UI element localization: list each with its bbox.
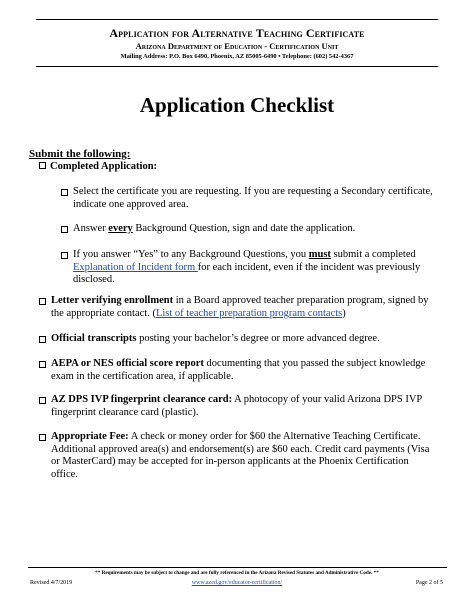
checkbox-icon[interactable] <box>39 336 46 343</box>
subitem-text-mid: submit a completed <box>330 249 416 260</box>
subitem-text-end: for each incident, even if the incident was previously disclosed. <box>73 261 421 285</box>
item-text-close: ) <box>342 307 346 319</box>
submit-heading: Submit the following: <box>29 148 131 160</box>
checklist-subitem-select-certificate <box>61 186 433 211</box>
header-subtitle: Arizona Department of Education - Certification Unit <box>135 41 339 51</box>
item-text: A check or money order for $60 the Alternative Teaching Certificate. Additional approved area(s) and endorsement(s) are $60 each. Credit card payments (Visa or MasterCard) may be accepted for in-person applicants at the Phoenix Certification office. <box>51 431 430 480</box>
checkbox-icon[interactable] <box>39 298 46 305</box>
explanation-of-incident-link[interactable]: Explanation of Incident form <box>73 261 198 273</box>
subitem-text-end: Background Question, sign and date the application. <box>132 223 356 234</box>
revised-date: Revised 4/7/2019 <box>30 580 73 586</box>
item-label: Official transcripts <box>51 333 137 344</box>
checklist-item-score-report <box>39 358 435 383</box>
checkbox-icon[interactable] <box>39 162 46 169</box>
checklist-subitem-explanation <box>61 249 433 287</box>
subitem-text: If you answer “Yes” to any Background Questions, you <box>73 249 309 260</box>
item-text: documenting that you passed the subject knowledge exam in the certification area, if applicable. <box>51 358 426 382</box>
checklist-item-fingerprint-card <box>39 394 435 419</box>
item-label: AEPA or NES official score report <box>51 358 204 369</box>
item-label: Completed Application: <box>50 161 158 172</box>
item-text: in a Board approved teacher preparation program, signed by the appropriate contact. ( <box>51 295 429 319</box>
item-label: AZ DPS IVP fingerprint clearance card: <box>51 394 233 405</box>
checkbox-icon[interactable] <box>61 226 68 233</box>
checkbox-icon[interactable] <box>39 434 46 441</box>
header-title: Application for Alternative Teaching Certificate <box>109 26 365 40</box>
item-label: Letter verifying enrollment <box>51 295 174 306</box>
checkbox-icon[interactable] <box>61 252 68 259</box>
footer-url-link[interactable]: www.azed.gov/educator-certification/ <box>191 580 283 586</box>
item-label: Appropriate Fee: <box>51 431 129 442</box>
subitem-text: Answer <box>73 223 109 234</box>
header-bottom-rule <box>36 66 438 67</box>
page-title: Application Checklist <box>139 93 335 117</box>
checklist-item-fee <box>39 431 435 481</box>
checklist-subitem-background-questions <box>61 223 433 238</box>
checkbox-icon[interactable] <box>61 189 68 196</box>
page-number: Page 2 of 5 <box>415 580 443 586</box>
emphasis-must: must <box>308 249 331 260</box>
header-top-rule <box>36 19 438 20</box>
footer-note: ** Requirements may be subject to change and are fully referenced in the Arizona Revised Statutes and Administrative Code. ** <box>95 570 379 576</box>
program-contacts-link[interactable]: List of teacher preparation program contacts <box>155 307 343 319</box>
emphasis-every: every <box>108 223 133 234</box>
checklist-item-transcripts <box>39 333 435 348</box>
subitem-text: Select the certificate you are requesting. If you are requesting a Secondary certificate, indicate one approved area. <box>73 186 433 210</box>
header-address: Mailing Address: P.O. Box 6490, Phoenix, AZ 85005-6490 • Telephone: (602) 542-4367 <box>120 53 354 60</box>
item-text: posting your bachelor’s degree or more advanced degree. <box>136 333 380 344</box>
checkbox-icon[interactable] <box>39 397 46 404</box>
checklist-item-completed-application <box>39 161 157 174</box>
checklist-item-enrollment-letter <box>39 295 435 320</box>
item-text: A photocopy of your valid Arizona DPS IVP fingerprint clearance card (plastic). <box>51 394 422 418</box>
footer-rule <box>28 567 447 568</box>
checkbox-icon[interactable] <box>39 361 46 368</box>
